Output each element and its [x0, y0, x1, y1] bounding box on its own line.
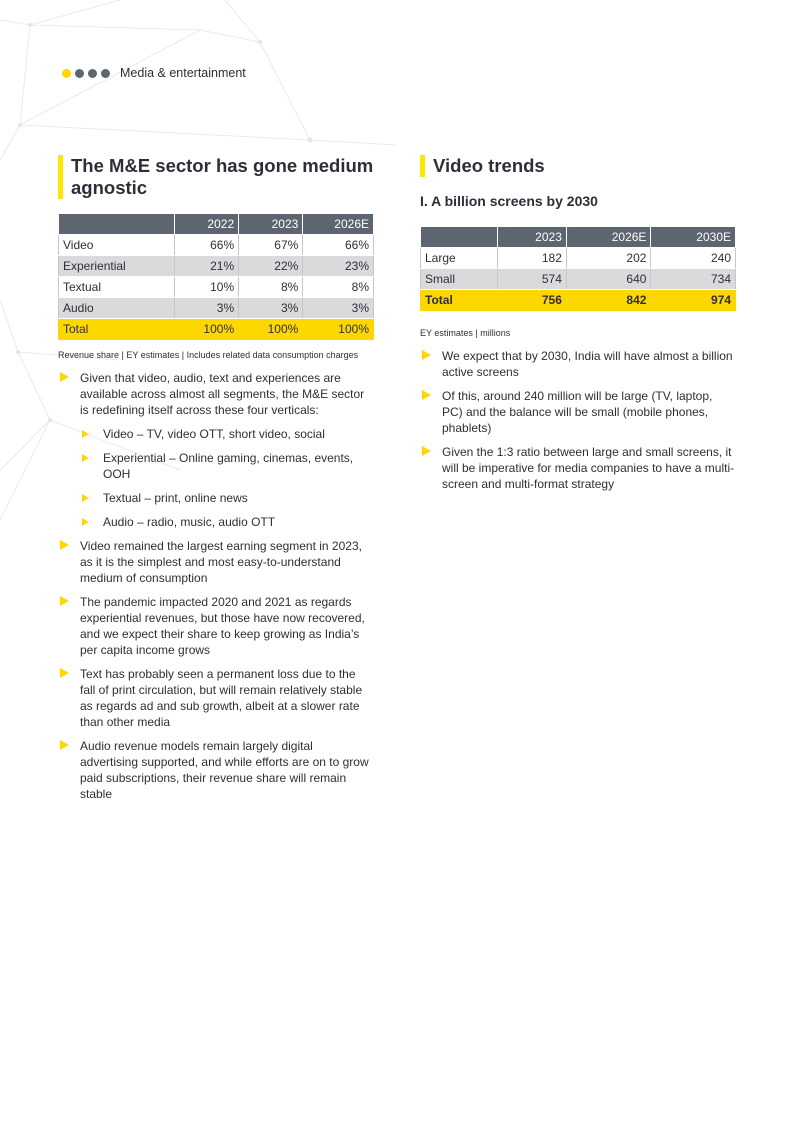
list-item: [58, 666, 374, 730]
list-item: [58, 370, 374, 530]
section-label: Media & entertainment: [120, 66, 246, 80]
table-cell: 974: [651, 290, 736, 311]
right-column: [420, 155, 736, 500]
table-header-cell: 2022: [174, 214, 238, 235]
screens-table: [420, 226, 736, 311]
table-cell: 202: [566, 248, 651, 269]
row-label: Textual: [59, 277, 175, 298]
table-cell: 22%: [239, 256, 303, 277]
table-row: [59, 235, 374, 256]
table-cell: 756: [497, 290, 566, 311]
table-cell: 100%: [303, 319, 374, 340]
arrow-bullet-icon: [60, 740, 69, 750]
left-section-title: The M&E sector has gone medium agnostic: [58, 155, 374, 199]
table-cell: 21%: [174, 256, 238, 277]
table-cell: 8%: [303, 277, 374, 298]
table-header-row: [421, 227, 736, 248]
table-cell: 734: [651, 269, 736, 290]
table-cell: 8%: [239, 277, 303, 298]
table-header-row: [59, 214, 374, 235]
list-item: [58, 594, 374, 658]
table-total-row: [59, 319, 374, 340]
bullet-text: The pandemic impacted 2020 and 2021 as regards experiential revenues, but those have now recovered, and we expect their share to keep growing as India’s per capita income grows: [80, 595, 365, 657]
header-dot: [75, 69, 84, 78]
table-row: [421, 248, 736, 269]
table-header-cell: 2023: [497, 227, 566, 248]
list-item: [58, 738, 374, 802]
table-row: [421, 269, 736, 290]
sub-list-item: [80, 490, 374, 506]
sub-bullet-text: Video – TV, video OTT, short video, social: [103, 427, 325, 441]
row-label: Total: [421, 290, 498, 311]
left-bullet-list: [58, 370, 374, 802]
header-dot: [88, 69, 97, 78]
table-header-cell: 2023: [239, 214, 303, 235]
left-column: [58, 155, 374, 810]
arrow-bullet-icon: [82, 494, 89, 502]
revenue-share-table: [58, 213, 374, 340]
table-header-cell: 2026E: [303, 214, 374, 235]
row-label: Large: [421, 248, 498, 269]
table-cell: 574: [497, 269, 566, 290]
arrow-bullet-icon: [60, 540, 69, 550]
arrow-bullet-icon: [422, 390, 431, 400]
list-item: [420, 388, 736, 436]
list-item: [420, 444, 736, 492]
bullet-text: Audio revenue models remain largely digital advertising supported, and while efforts are on to grow paid subscriptions, their revenue share will remain stable: [80, 739, 369, 801]
bullet-text: Given that video, audio, text and experiences are available across almost all segments, the M&E sector is redefining itself across these four verticals:: [80, 371, 365, 417]
arrow-bullet-icon: [60, 372, 69, 382]
page-header: [62, 66, 246, 80]
row-label: Audio: [59, 298, 175, 319]
arrow-bullet-icon: [422, 350, 431, 360]
table-source-note: EY estimates | millions: [420, 328, 511, 338]
table-cell: 640: [566, 269, 651, 290]
table-cell: 23%: [303, 256, 374, 277]
table-cell: 842: [566, 290, 651, 311]
table-source-note: Revenue share | EY estimates | Includes related data consumption charges: [58, 350, 359, 360]
row-label: Video: [59, 235, 175, 256]
table-cell: 100%: [239, 319, 303, 340]
sub-bullet-text: Textual – print, online news: [103, 491, 248, 505]
arrow-bullet-icon: [60, 668, 69, 678]
row-label: Experiential: [59, 256, 175, 277]
bullet-text: Given the 1:3 ratio between large and small screens, it will be imperative for media companies to have a multi-screen and multi-format strategy: [442, 445, 735, 491]
table-cell: 66%: [174, 235, 238, 256]
table-cell: 3%: [303, 298, 374, 319]
table-row: [59, 256, 374, 277]
sub-bullet-list: [80, 426, 374, 530]
table-cell: 240: [651, 248, 736, 269]
sub-bullet-text: Audio – radio, music, audio OTT: [103, 515, 276, 529]
arrow-bullet-icon: [82, 518, 89, 526]
sub-list-item: [80, 426, 374, 442]
list-item: [58, 538, 374, 586]
right-section-title: Video trends: [420, 155, 736, 177]
bullet-text: Video remained the largest earning segment in 2023, as it is the simplest and most easy-to-understand medium of consumption: [80, 539, 362, 585]
header-dot: [101, 69, 110, 78]
right-bullet-list: [420, 348, 736, 492]
sub-list-item: [80, 514, 374, 530]
row-label: Small: [421, 269, 498, 290]
table-cell: 3%: [239, 298, 303, 319]
sub-list-item: [80, 450, 374, 482]
table-cell: 66%: [303, 235, 374, 256]
table-cell: 100%: [174, 319, 238, 340]
arrow-bullet-icon: [422, 446, 431, 456]
arrow-bullet-icon: [82, 430, 89, 438]
sub-bullet-text: Experiential – Online gaming, cinemas, events, OOH: [103, 451, 354, 481]
arrow-bullet-icon: [82, 454, 89, 462]
arrow-bullet-icon: [60, 596, 69, 606]
table-cell: 10%: [174, 277, 238, 298]
table-header-cell: [59, 214, 175, 235]
table-cell: 67%: [239, 235, 303, 256]
bullet-text: Of this, around 240 million will be large (TV, laptop, PC) and the balance will be small (mobile phones, phablets): [442, 389, 713, 435]
bullet-text: We expect that by 2030, India will have almost a billion active screens: [442, 349, 733, 379]
table-header-cell: [421, 227, 498, 248]
table-header-cell: 2030E: [651, 227, 736, 248]
list-item: [420, 348, 736, 380]
table-row: [59, 277, 374, 298]
table-cell: 3%: [174, 298, 238, 319]
table-header-cell: 2026E: [566, 227, 651, 248]
table-cell: 182: [497, 248, 566, 269]
table-total-row: [421, 290, 736, 311]
bullet-text: Text has probably seen a permanent loss due to the fall of print circulation, but will remain relatively stable as regards ad and sub growth, albeit at a slower rate than other media: [80, 667, 363, 729]
table-row: [59, 298, 374, 319]
subheading: I. A billion screens by 2030: [420, 193, 598, 209]
row-label: Total: [59, 319, 175, 340]
header-dot-active: [62, 69, 71, 78]
